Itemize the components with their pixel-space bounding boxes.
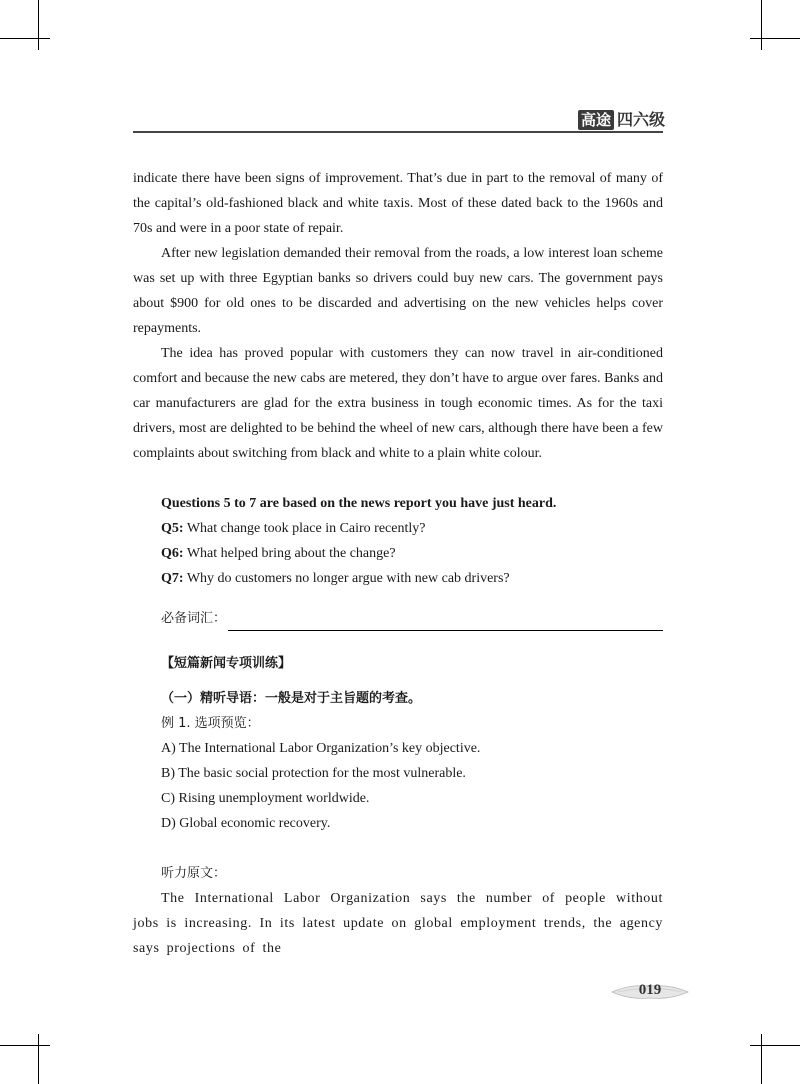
brand-subtitle: 四六级 [616,110,665,129]
question-item [161,516,663,541]
question-item [161,541,663,566]
crop-mark-top-left-v [38,0,39,50]
question-text: What helped bring about the change? [186,546,396,561]
crop-mark-bottom-left-v [38,1034,39,1084]
spacer [133,466,663,491]
header-brand [578,110,665,130]
subsection-title: （一）精听导语：一般是对于主旨题的考查。 [161,691,422,706]
crop-mark-top-right-h [750,38,800,39]
question-label: Q7: [161,571,184,586]
option-item: B) The basic social protection for the most vulnerable. [161,766,466,781]
brand-logo-box: 高途 [578,110,614,130]
crop-mark-bottom-left-h [0,1045,50,1046]
vocab-label: 必备词汇： [161,611,227,626]
paragraph: The idea has proved popular with customers they can now travel in air-conditioned comfort and because the new cabs are metered, they don’t have to argue over fares. Banks and car manufacturers are glad for the extra business in tough economic times. As for the taxi drivers, most are delighted to be behind the wheel of new cars, although there have been a few complaints about switching from black and white to a plain white colour. [133,346,663,461]
transcript-label: 听力原文： [161,866,227,881]
question-block [133,491,663,591]
example-label: 例 1. 选项预览： [161,716,260,731]
crop-mark-top-right-v [761,0,762,50]
page-number-badge [610,980,690,1004]
crop-mark-bottom-right-h [750,1045,800,1046]
question-label: Q6: [161,546,184,561]
question-text: Why do customers no longer argue with new cab drivers? [186,571,510,586]
vocab-blank[interactable] [228,612,663,631]
questions-title: Questions 5 to 7 are based on the news report you have just heard. [161,496,557,511]
paragraph: After new legislation demanded their removal from the roads, a low interest loan scheme was set up with three Egyptian banks so drivers could buy new cars. The government pays about $900 for old ones to be discarded and advertising on the new vehicles helps cover repayments. [133,246,663,336]
section-title: 【短篇新闻专项训练】 [161,656,292,671]
page-content [133,166,663,961]
crop-mark-top-left-h [0,38,50,39]
question-text: What change took place in Cairo recently? [186,521,426,536]
vocab-line [133,606,663,631]
option-item: D) Global economic recovery. [161,816,331,831]
transcript-paragraph: The International Labor Organization says the number of people without jobs is increasing. In its latest update on global employment trends, the agency says projections of the [133,891,663,956]
header-rule [133,131,663,133]
option-item: C) Rising unemployment worldwide. [161,791,370,806]
page-number: 019 [638,982,662,998]
question-label: Q5: [161,521,184,536]
question-item [161,566,663,591]
paragraph: indicate there have been signs of improvement. That’s due in part to the removal of many of the capital’s old-fashioned black and white taxis. Most of these dated back to the 1960s and 70s and were in a poor state of repair. [133,171,663,236]
option-item: A) The International Labor Organization’s key objective. [161,741,481,756]
crop-mark-bottom-right-v [761,1034,762,1084]
